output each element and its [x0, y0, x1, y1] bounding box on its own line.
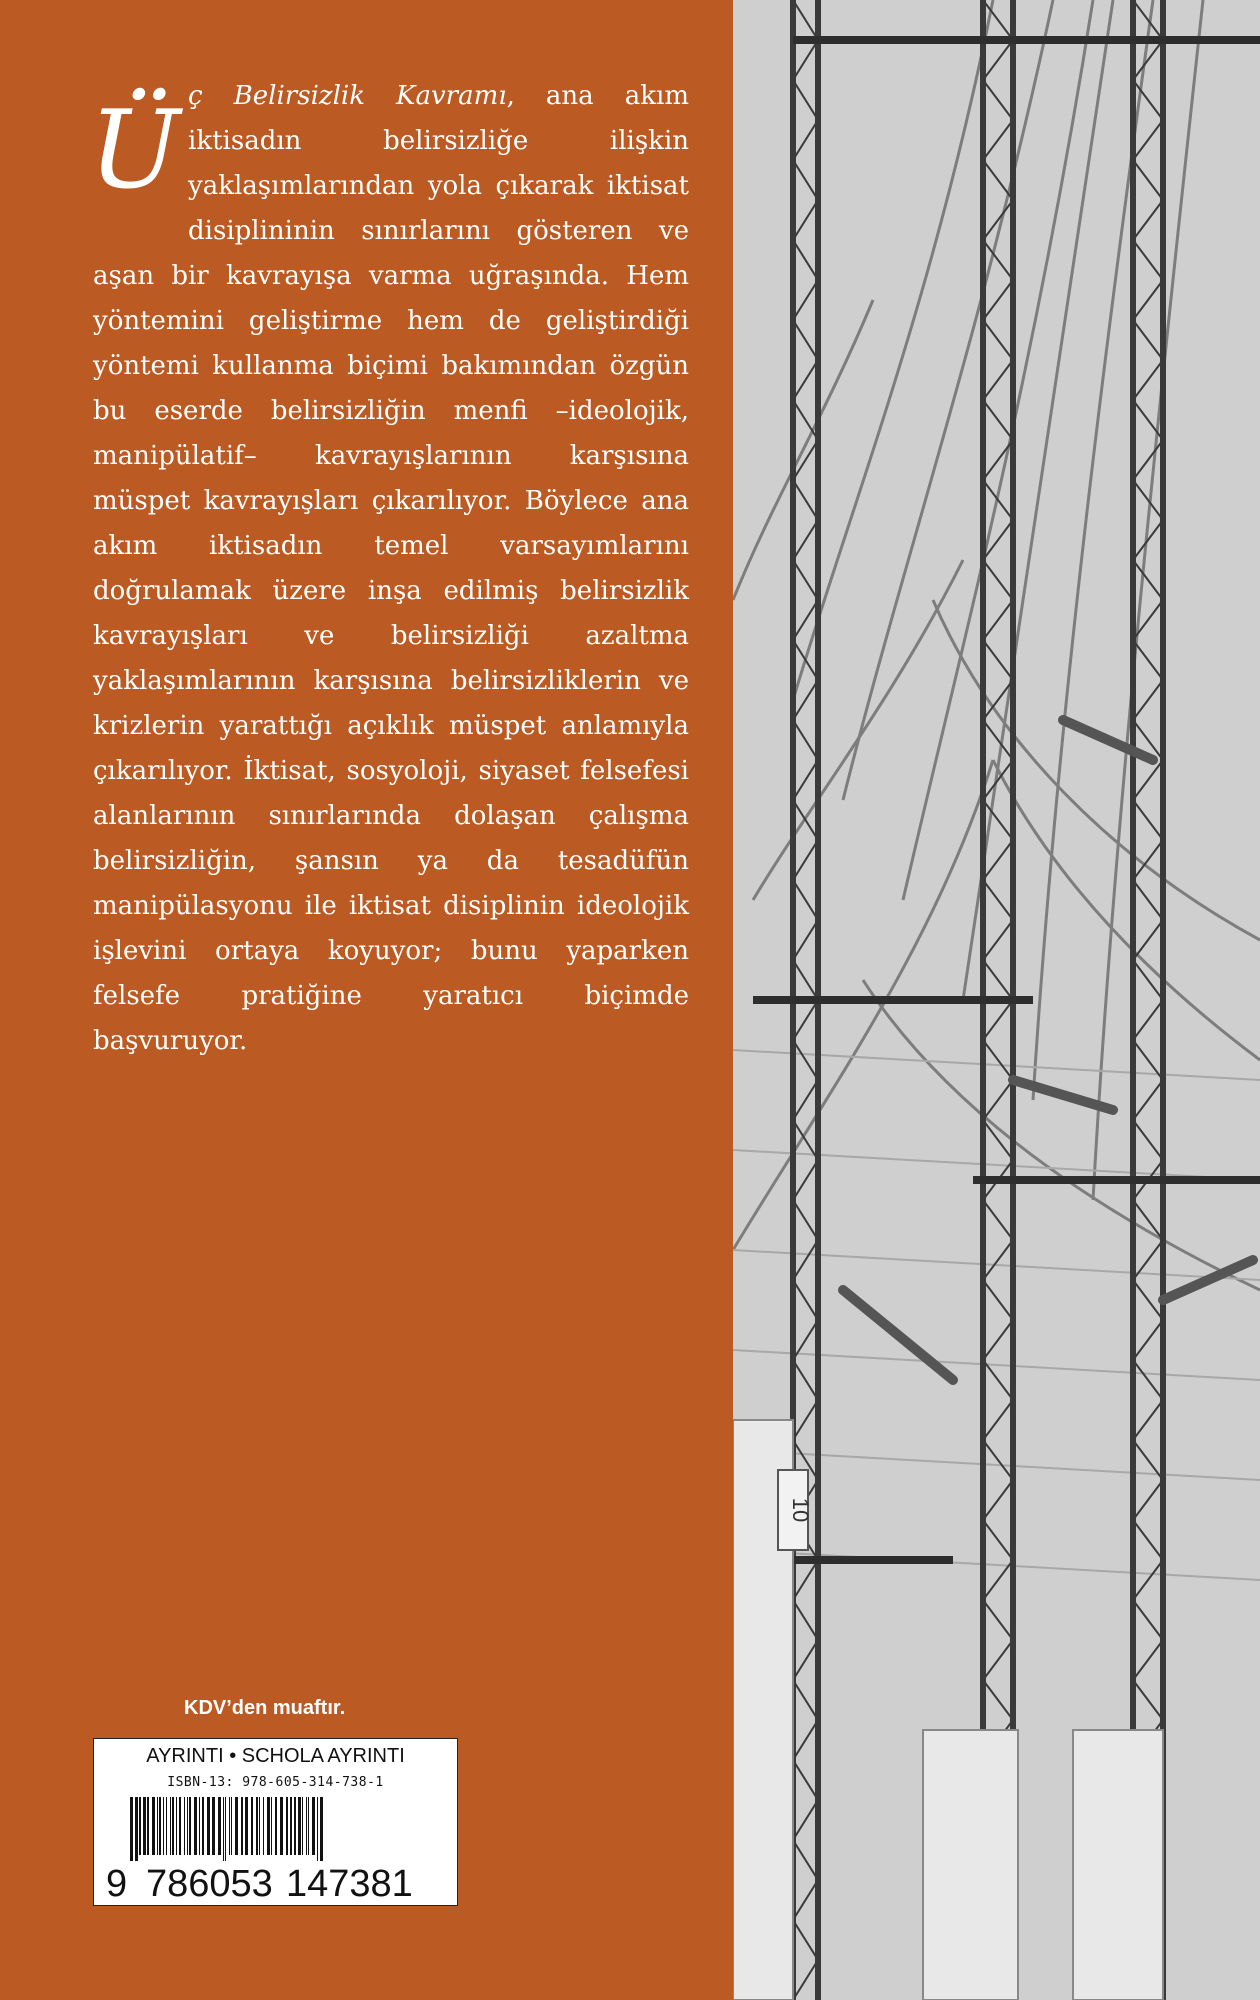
railway-photo	[733, 0, 1260, 2000]
railway-catenary-image	[733, 0, 1260, 2000]
blurb-body: , ana akım iktisadın belirsizliğe ilişkin yaklaşımlarından yola çıkarak iktisat disiplininin sınırlarını gösteren ve aşan bir kavrayışa varma uğraşında. Hem yöntemini geliştirme hem de geliştirdiği yöntemi kullanma biçimi bakımından özgün bu eserde belirsizliğin menfi –ideolojik, manipülatif– kavrayışlarının karşısına müspet kavrayışları çıkarılıyor. Böylece ana akım iktisadın temel varsayımlarını doğrulamak üzere inşa edilmiş belirsizlik kavrayışları ve belirsizliği azaltma yaklaşımlarının karşısına belirsizliklerin ve krizlerin yarattığı açıklık müspet anlamıyla çıkarılıyor. İktisat, sosyoloji, siyaset felsefesi alanlarının sınırlarında dolaşan çalışma belirsizliğin, şansın ya da tesadüfün manipülasyonu ile iktisat disiplinin ideolojik işlevini ortaya koyuyor; bunu yaparken felsefe pratiğine yaratıcı biçimde başvuruyor.	[93, 81, 689, 1056]
barcode-box: AYRINTI • SCHOLA AYRINTI ISBN-13: 978-605-314-738-1 9 786053 147381	[93, 1738, 458, 1906]
isbn-number: ISBN-13: 978-605-314-738-1	[167, 1775, 384, 1790]
book-title-italic: ç Belirsizlik Kavramı	[188, 81, 507, 111]
blurb-paragraph	[93, 74, 689, 1064]
barcode-bars	[130, 1797, 420, 1861]
blurb-text	[89, 74, 689, 1064]
drop-cap: Ü	[89, 88, 181, 213]
tax-exempt-note: KDV’den muaftır.	[184, 1697, 346, 1719]
mast-number-marker: 10	[788, 1497, 813, 1523]
publisher-name: AYRINTI • SCHOLA AYRINTI	[146, 1745, 405, 1767]
